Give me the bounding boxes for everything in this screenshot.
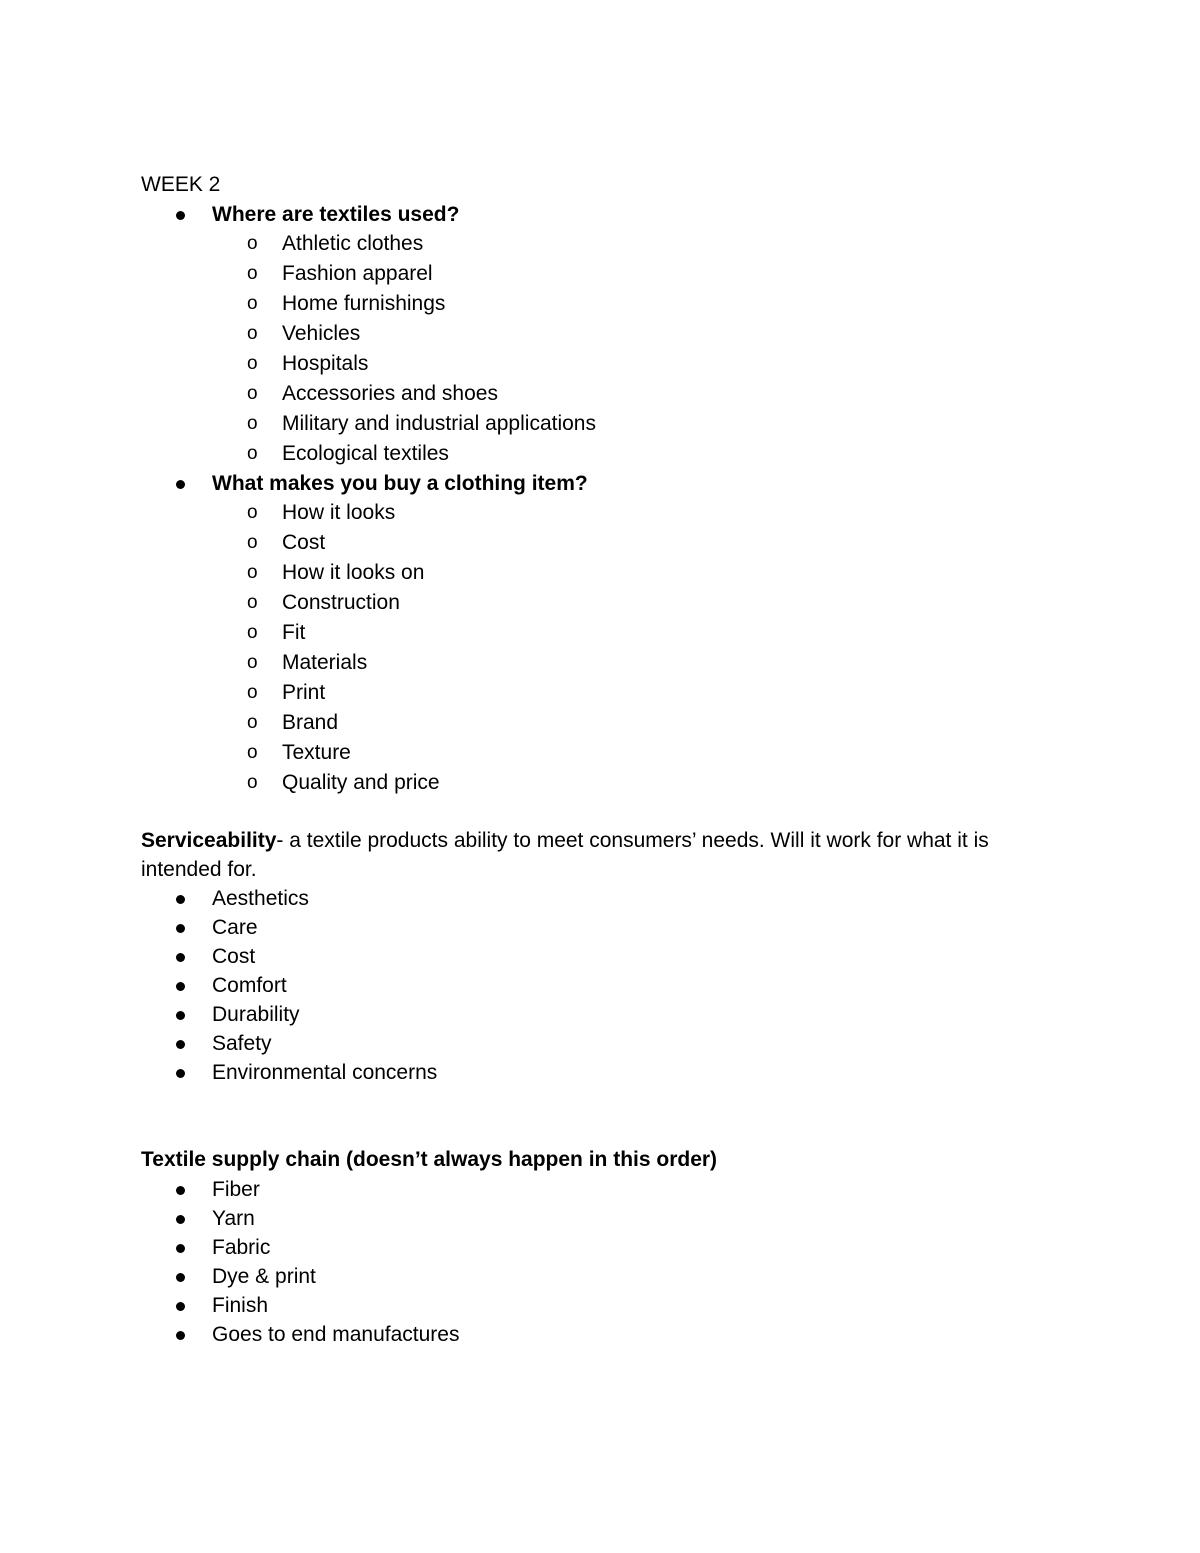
circle-bullet-icon: o: [247, 682, 258, 703]
list-item: [141, 1029, 1041, 1058]
list-item: [141, 708, 1041, 738]
circle-bullet-icon: o: [247, 383, 258, 404]
section2-question-text: What makes you buy a clothing item?: [212, 472, 588, 495]
bullet-icon: [176, 1273, 185, 1282]
bullet-icon: [176, 982, 185, 991]
list-item-text: Durability: [212, 1003, 300, 1026]
serviceability-list: [141, 884, 1041, 1087]
circle-bullet-icon: o: [247, 532, 258, 553]
list-item: [141, 1233, 1041, 1262]
list-item: [141, 319, 1041, 349]
list-item-text: How it looks: [282, 501, 396, 524]
list-item: [141, 409, 1041, 439]
list-item: [141, 1262, 1041, 1291]
list-item-text: Hospitals: [282, 352, 369, 375]
bullet-icon: [176, 1331, 185, 1340]
list-item: [141, 498, 1041, 528]
week-title: WEEK 2: [141, 173, 221, 196]
circle-bullet-icon: o: [247, 592, 258, 613]
supply-chain-list: [141, 1175, 1041, 1349]
list-item-text: Brand: [282, 711, 339, 734]
section1-question-text: Where are textiles used?: [212, 203, 460, 226]
list-item: [141, 379, 1041, 409]
list-item-text: Vehicles: [282, 322, 361, 345]
list-item: [141, 1058, 1041, 1087]
circle-bullet-icon: o: [247, 353, 258, 374]
list-item-text: Environmental concerns: [212, 1061, 438, 1084]
list-item-text: Care: [212, 916, 258, 939]
list-item: [141, 648, 1041, 678]
list-item: [141, 1000, 1041, 1029]
bullet-icon: [176, 1215, 185, 1224]
section2-list: [141, 498, 1041, 798]
list-item: [141, 528, 1041, 558]
list-item-text: Finish: [212, 1294, 269, 1317]
list-item-text: Home furnishings: [282, 292, 446, 315]
circle-bullet-icon: o: [247, 323, 258, 344]
bullet-icon: [176, 895, 185, 904]
circle-bullet-icon: o: [247, 622, 258, 643]
bullet-icon: [176, 480, 185, 489]
bullet-icon: [176, 1186, 185, 1195]
circle-bullet-icon: o: [247, 413, 258, 434]
list-item: [141, 942, 1041, 971]
circle-bullet-icon: o: [247, 742, 258, 763]
list-item-text: Athletic clothes: [282, 232, 424, 255]
circle-bullet-icon: o: [247, 233, 258, 254]
paragraph-spacer: [141, 798, 1041, 826]
list-item-text: Safety: [212, 1032, 272, 1055]
circle-bullet-icon: o: [247, 562, 258, 583]
list-item-text: Fiber: [212, 1178, 260, 1201]
supply-chain-heading: Textile supply chain (doesn’t always happen in this order): [141, 1148, 718, 1171]
list-item: [141, 884, 1041, 913]
list-item: [141, 738, 1041, 768]
bullet-icon: [176, 953, 185, 962]
list-item: [141, 229, 1041, 259]
list-item-text: Accessories and shoes: [282, 382, 498, 405]
list-item: [141, 289, 1041, 319]
list-item-text: Military and industrial applications: [282, 412, 596, 435]
paragraph-spacer: [141, 1087, 1041, 1145]
list-item: [141, 349, 1041, 379]
list-item: [141, 439, 1041, 469]
list-item-text: Yarn: [212, 1207, 255, 1230]
list-item-text: How it looks on: [282, 561, 425, 584]
circle-bullet-icon: o: [247, 772, 258, 793]
list-item: [141, 971, 1041, 1000]
circle-bullet-icon: o: [247, 712, 258, 733]
bullet-icon: [176, 1040, 185, 1049]
bullet-icon: [176, 1244, 185, 1253]
list-item-text: Fit: [282, 621, 306, 644]
list-item-text: Construction: [282, 591, 400, 614]
list-item: [141, 618, 1041, 648]
list-item-text: Goes to end manufactures: [212, 1323, 460, 1346]
list-item-text: Cost: [282, 531, 326, 554]
circle-bullet-icon: o: [247, 652, 258, 673]
list-item-text: Ecological textiles: [282, 442, 449, 465]
bullet-icon: [176, 1069, 185, 1078]
list-item-text: Comfort: [212, 974, 287, 997]
bullet-icon: [176, 924, 185, 933]
serviceability-definition: [141, 826, 1031, 884]
circle-bullet-icon: o: [247, 293, 258, 314]
list-item: [141, 259, 1041, 289]
list-item-text: Print: [282, 681, 326, 704]
list-item-text: Fashion apparel: [282, 262, 433, 285]
list-item-text: Quality and price: [282, 771, 440, 794]
list-item-text: Texture: [282, 741, 351, 764]
section1-list: [141, 229, 1041, 469]
list-item-text: Cost: [212, 945, 256, 968]
bullet-icon: [176, 1011, 185, 1020]
serviceability-definition-text: - a textile products ability to meet consumers’ needs. Will it work for what it is intended for.: [141, 829, 989, 881]
list-item-text: Aesthetics: [212, 887, 309, 910]
circle-bullet-icon: o: [247, 502, 258, 523]
serviceability-term: Serviceability: [141, 829, 277, 852]
list-item: [141, 768, 1041, 798]
section1-question: [141, 200, 1041, 229]
circle-bullet-icon: o: [247, 263, 258, 284]
list-item-text: Dye & print: [212, 1265, 316, 1288]
list-item-text: Materials: [282, 651, 368, 674]
circle-bullet-icon: o: [247, 443, 258, 464]
section2-question: [141, 469, 1041, 498]
list-item: [141, 678, 1041, 708]
list-item: [141, 558, 1041, 588]
bullet-icon: [176, 211, 185, 220]
list-item: [141, 1291, 1041, 1320]
list-item: [141, 1175, 1041, 1204]
list-item: [141, 1320, 1041, 1349]
list-item-text: Fabric: [212, 1236, 271, 1259]
list-item: [141, 1204, 1041, 1233]
list-item: [141, 588, 1041, 618]
list-item: [141, 913, 1041, 942]
bullet-icon: [176, 1302, 185, 1311]
document-body: [141, 170, 1041, 1349]
